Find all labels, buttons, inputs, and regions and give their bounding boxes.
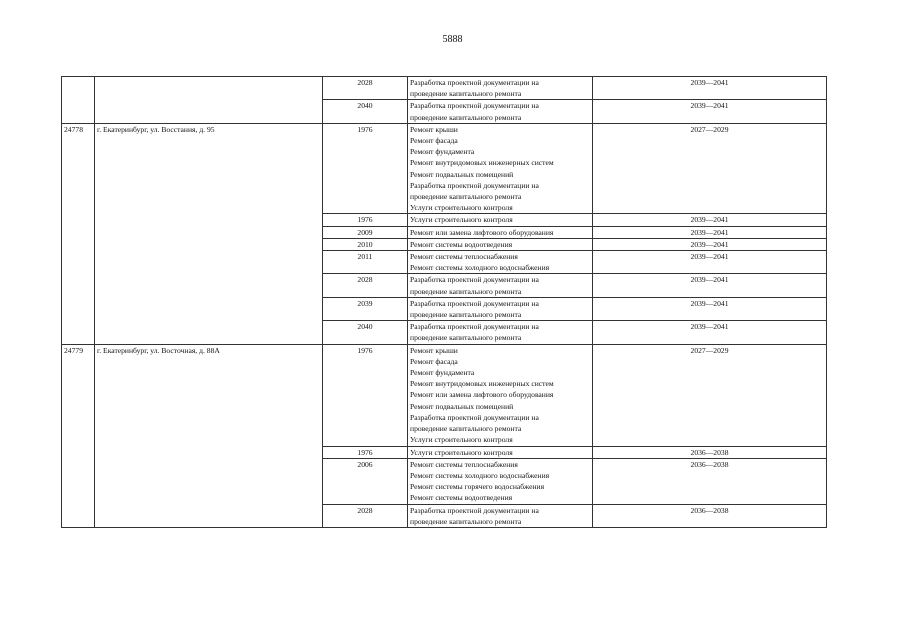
work-type-line: проведение капитального ремонта — [410, 89, 522, 99]
work-type-line: Ремонт системы горячего водоснабжения — [410, 482, 545, 492]
work-type-cell — [408, 226, 593, 238]
work-type-line: Услуги строительного контроля — [410, 203, 513, 213]
work-type-line: Ремонт крыши — [410, 345, 458, 355]
work-type-cell — [408, 274, 593, 297]
table-row — [62, 77, 827, 100]
work-type-line: Разработка проектной документации на — [410, 275, 539, 285]
work-type-line: Ремонт фасада — [410, 356, 458, 366]
work-type-line: Разработка проектной документации на — [410, 298, 539, 308]
work-type-line: проведение капитального ремонта — [410, 286, 522, 296]
planned-period-cell: 2036—2038 — [593, 504, 827, 527]
planned-period-cell: 2039—2041 — [593, 100, 827, 123]
work-type-line: Ремонт или замена лифтового оборудования — [410, 390, 554, 400]
work-type-cell — [408, 321, 593, 344]
work-type-line: Услуги строительного контроля — [410, 447, 513, 457]
work-type-line: Разработка проектной документации на — [410, 505, 539, 515]
work-type-cell — [408, 344, 593, 446]
work-type-cell — [408, 446, 593, 458]
year-cell: 2010 — [323, 238, 408, 250]
planned-period-cell: 2039—2041 — [593, 274, 827, 297]
work-type-line: проведение капитального ремонта — [410, 516, 522, 526]
work-type-line: проведение капитального ремонта — [410, 424, 522, 434]
house-number-cell — [62, 77, 95, 124]
work-type-line: Ремонт фундамента — [410, 147, 475, 157]
planned-period-cell: 2027—2029 — [593, 123, 827, 214]
work-type-line: Разработка проектной документации на — [410, 101, 539, 111]
work-type-cell — [408, 504, 593, 527]
planned-period-cell: 2039—2041 — [593, 226, 827, 238]
repair-schedule-table — [61, 76, 827, 528]
year-cell: 2028 — [323, 274, 408, 297]
planned-period-cell: 2036—2038 — [593, 458, 827, 504]
work-type-cell — [408, 214, 593, 226]
work-type-line: Ремонт крыши — [410, 124, 458, 134]
year-cell: 2040 — [323, 321, 408, 344]
work-type-cell — [408, 297, 593, 320]
work-type-line: Разработка проектной документации на — [410, 412, 539, 422]
house-number-cell: 24779 — [62, 344, 95, 527]
work-type-line: Ремонт фундамента — [410, 368, 475, 378]
work-type-line: проведение капитального ремонта — [410, 333, 522, 343]
work-type-cell — [408, 77, 593, 100]
year-cell: 2039 — [323, 297, 408, 320]
work-type-line: Ремонт подвальных помещений — [410, 401, 514, 411]
year-cell: 2028 — [323, 504, 408, 527]
work-type-line: проведение капитального ремонта — [410, 310, 522, 320]
year-cell: 1976 — [323, 123, 408, 214]
work-type-line: Ремонт системы водоотведения — [410, 493, 513, 503]
work-type-line: Разработка проектной документации на — [410, 180, 539, 190]
house-number-cell: 24778 — [62, 123, 95, 344]
planned-period-cell: 2039—2041 — [593, 297, 827, 320]
planned-period-cell: 2039—2041 — [593, 214, 827, 226]
table-row — [62, 123, 827, 214]
planned-period-cell: 2039—2041 — [593, 251, 827, 274]
address-cell: г. Екатеринбург, ул. Восточная, д. 88А — [95, 344, 323, 527]
address-cell — [95, 77, 323, 124]
planned-period-cell: 2036—2038 — [593, 446, 827, 458]
work-type-line: Ремонт системы теплоснабжения — [410, 252, 518, 262]
year-cell: 1976 — [323, 214, 408, 226]
work-type-line: проведение капитального ремонта — [410, 192, 522, 202]
work-type-cell — [408, 100, 593, 123]
page-number: 5888 — [442, 34, 463, 45]
planned-period-cell: 2039—2041 — [593, 321, 827, 344]
work-type-line: Ремонт или замена лифтового оборудования — [410, 227, 554, 237]
work-type-line: Услуги строительного контроля — [410, 435, 513, 445]
work-type-line: Разработка проектной документации на — [410, 78, 539, 87]
year-cell: 2009 — [323, 226, 408, 238]
work-type-line: Ремонт системы холодного водоснабжения — [410, 470, 550, 480]
work-type-line: Ремонт системы теплоснабжения — [410, 459, 518, 469]
work-type-line: Ремонт внутридомовых инженерных систем — [410, 379, 554, 389]
year-cell: 1976 — [323, 446, 408, 458]
work-type-line: Ремонт системы холодного водоснабжения — [410, 263, 550, 273]
work-type-line: проведение капитального ремонта — [410, 112, 522, 122]
year-cell: 2028 — [323, 77, 408, 100]
year-cell: 2006 — [323, 458, 408, 504]
work-type-line: Ремонт внутридомовых инженерных систем — [410, 158, 554, 168]
work-type-line: Разработка проектной документации на — [410, 322, 539, 332]
work-type-cell — [408, 458, 593, 504]
work-type-cell — [408, 123, 593, 214]
work-type-cell — [408, 251, 593, 274]
table-row — [62, 344, 827, 446]
work-type-line: Ремонт подвальных помещений — [410, 169, 514, 179]
planned-period-cell: 2039—2041 — [593, 238, 827, 250]
year-cell: 2011 — [323, 251, 408, 274]
work-type-cell — [408, 238, 593, 250]
year-cell: 1976 — [323, 344, 408, 446]
year-cell: 2040 — [323, 100, 408, 123]
work-type-line: Ремонт системы водоотведения — [410, 239, 513, 249]
work-type-line: Услуги строительного контроля — [410, 215, 513, 225]
planned-period-cell: 2039—2041 — [593, 77, 827, 100]
planned-period-cell: 2027—2029 — [593, 344, 827, 446]
address-cell: г. Екатеринбург, ул. Восстания, д. 95 — [95, 123, 323, 344]
work-type-line: Ремонт фасада — [410, 136, 458, 146]
